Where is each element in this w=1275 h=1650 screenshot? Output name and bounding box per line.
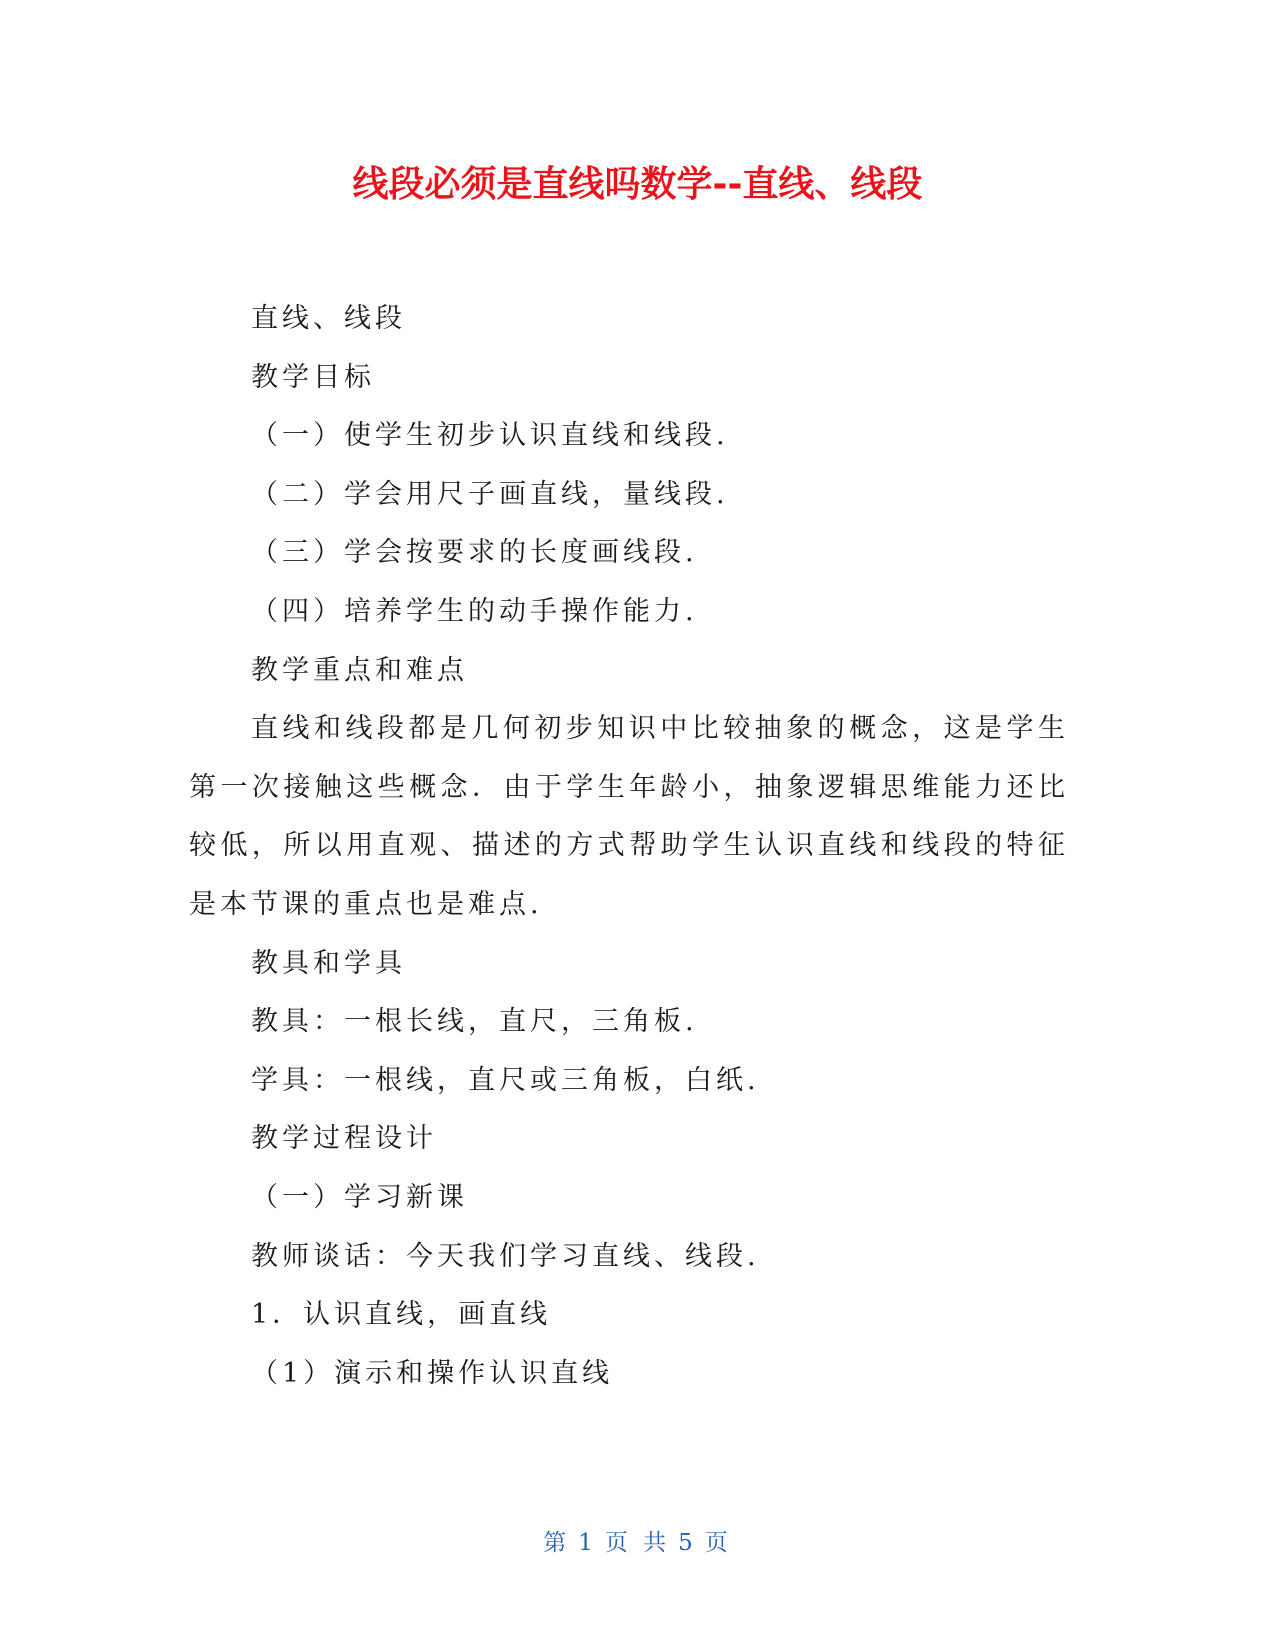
document-body (189, 290, 1069, 1403)
footer-current-page: 1 (578, 1530, 597, 1556)
section-heading: 教具和学具 (251, 947, 406, 979)
footer-middle: 页 共 (604, 1530, 671, 1556)
objective-item: （一）使学生初步认识直线和线段. (251, 420, 729, 452)
footer-prefix: 第 (543, 1530, 571, 1556)
text-line: 学具：一根线，直尺或三角板，白纸. (251, 1064, 760, 1096)
page-footer (0, 1528, 1275, 1558)
section-heading: 教学目标 (251, 361, 375, 393)
footer-total-pages: 5 (678, 1530, 697, 1556)
objective-item: （二）学会用尺子画直线，量线段. (251, 478, 729, 510)
text-line: 1．认识直线，画直线 (251, 1299, 552, 1331)
section-heading: 教学重点和难点 (251, 654, 468, 686)
section-heading: 教学过程设计 (251, 1123, 437, 1155)
objective-item: （四）培养学生的动手操作能力. (251, 595, 698, 627)
text-line: （1）演示和操作认识直线 (251, 1357, 614, 1389)
footer-suffix: 页 (704, 1530, 732, 1556)
section-heading: 直线、线段 (251, 303, 406, 334)
text-line: 教师谈话：今天我们学习直线、线段. (251, 1240, 760, 1272)
objective-item: （三）学会按要求的长度画线段. (251, 537, 698, 569)
document-title: 线段必须是直线吗数学--直线、线段 (352, 164, 923, 205)
body-paragraph: 直线和线段都是几何初步知识中比较抽象的概念，这是学生第一次接触这些概念．由于学生年龄小，抽象逻辑思维能力还比较低，所以用直观、描述的方式帮助学生认识直线和线段的特征是本节课的重点也是难点. (189, 713, 1069, 920)
text-line: 教具：一根长线，直尺，三角板. (251, 1006, 698, 1038)
text-line: （一）学习新课 (251, 1181, 468, 1213)
